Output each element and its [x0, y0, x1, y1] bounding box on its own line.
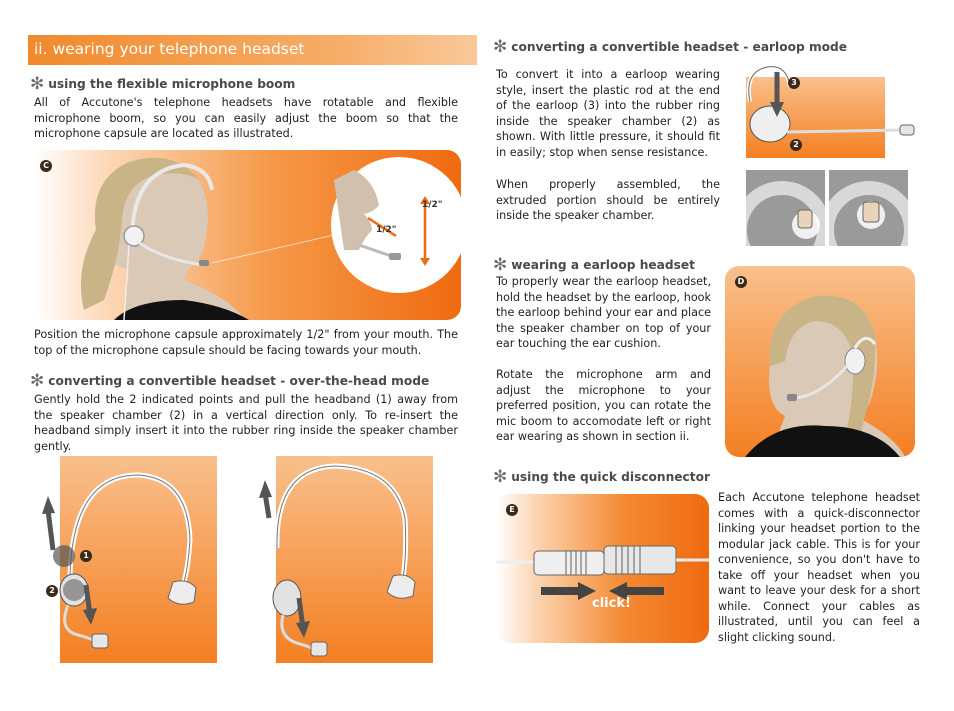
- figure-c-panel: [34, 150, 461, 320]
- asterisk-icon: ✻: [493, 37, 508, 57]
- figure-d-label: D: [735, 276, 747, 288]
- section-title-earloop-mode: ✻ converting a convertible headset - earloop mode: [493, 37, 848, 57]
- figure-e-panel: [496, 494, 709, 643]
- connector-left: [534, 551, 604, 575]
- wearing-earloop-text: To properly wear the earloop headset, hold the headset by the earloop, hook the earloop behind your ear and place the speaker chamber on top of your ear touching the ear cushion.: [496, 275, 711, 350]
- label-2-badge: 2: [46, 585, 58, 597]
- label-2-badge-earloop: 2: [790, 139, 802, 151]
- earloop-speaker: [845, 348, 865, 374]
- over-the-head-illustration-1: [38, 470, 218, 690]
- figure-d-illustration: [725, 266, 915, 457]
- mic-boom: [787, 130, 902, 132]
- earloop-assembled-text: When properly assembled, the extruded portion should be entirely inside the speaker chamber.: [496, 178, 720, 222]
- rubber-ring-detail-photo-2: [829, 170, 908, 246]
- earloop-illustration: [732, 62, 922, 162]
- rubber-ring-detail-photo-1: [746, 170, 825, 246]
- grip-point-1: [53, 545, 75, 567]
- figure-e-illustration: [496, 494, 709, 643]
- mic-capsule: [900, 125, 914, 135]
- figure-d-panel: [725, 266, 915, 457]
- label-1-badge: 1: [80, 550, 92, 562]
- mic-capsule: [311, 642, 327, 656]
- adjust-microphone-text: Rotate the microphone arm and adjust the microphone to your preferred position, you can rotate the mic boom to accomodate left or right ear wearing as shown in section ii.: [496, 368, 711, 443]
- figure-c-label: C: [40, 160, 52, 172]
- zoom-guide-line: [212, 235, 334, 263]
- section-header-bar: [28, 35, 477, 65]
- headband: [70, 475, 190, 585]
- section-title-microphone-boom: ✻ using the flexible microphone boom: [30, 74, 296, 94]
- asterisk-icon: ✻: [30, 371, 45, 391]
- quick-disconnector-text: Each Accutone telephone headset comes with a quick-disconnector linking your headset portion to the modular jack cable. This is for your convenience, so you don't have to take off your headset when you want to leave your desk for a short while. Connect your cables as illustrated, until you can feel a slight clicking sound.: [718, 491, 920, 644]
- label-3-badge: 3: [788, 77, 800, 89]
- asterisk-icon: ✻: [30, 74, 45, 94]
- asterisk-icon: ✻: [493, 467, 508, 487]
- asterisk-icon: ✻: [493, 255, 508, 275]
- headband-end-pad: [168, 581, 196, 604]
- click-label: click!: [592, 596, 631, 611]
- pull-arrow-up: [48, 510, 53, 550]
- speaker-chamber: [750, 106, 790, 142]
- microphone-position-caption: Position the microphone capsule approximately 1/2" from your mouth. The top of the microphone capsule should be facing towards your mouth.: [34, 328, 458, 357]
- earloop-mode-text: To convert it into a earloop wearing style, insert the plastic rod at the end of the earloop (3) into the rubber ring inside the speaker chamber (2) as shown. With little pressure, it should fit in easily; stop when sense resistance.: [496, 68, 720, 159]
- figure-e-label: E: [506, 504, 518, 516]
- headband-end-pad: [387, 575, 415, 598]
- over-the-head-illustration-2: [255, 458, 435, 688]
- grip-point-2: [63, 579, 85, 601]
- mic-capsule: [199, 260, 209, 266]
- section-title-wearing-earloop: ✻ wearing a earloop headset: [493, 255, 695, 275]
- section-title-quick-disconnector: ✻ using the quick disconnector: [493, 467, 710, 487]
- measure-label-diagonal: 1/2": [376, 225, 397, 235]
- section-header-title: ii. wearing your telephone headset: [34, 40, 305, 58]
- measure-label-vertical: 1/2": [422, 200, 443, 210]
- mic-capsule: [92, 634, 108, 648]
- figure-c-illustration: [34, 150, 461, 320]
- mic-capsule: [787, 394, 797, 401]
- microphone-boom-intro: All of Accutone's telephone headsets have rotatable and flexible microphone boom, so you can easily adjust the boom so that the microphone capsule are located as illustrated.: [34, 96, 458, 140]
- over-the-head-text: Gently hold the 2 indicated points and pull the headband (1) away from the speaker chamber (2) in a vertical direction only. To re-insert the headband simply insert it into the rubber ring inside the speaker chamber gently.: [34, 393, 458, 453]
- zoom-capsule: [389, 253, 401, 260]
- speaker-chamber: [273, 580, 301, 616]
- section-title-over-the-head: ✻ converting a convertible headset - over-the-head mode: [30, 371, 430, 391]
